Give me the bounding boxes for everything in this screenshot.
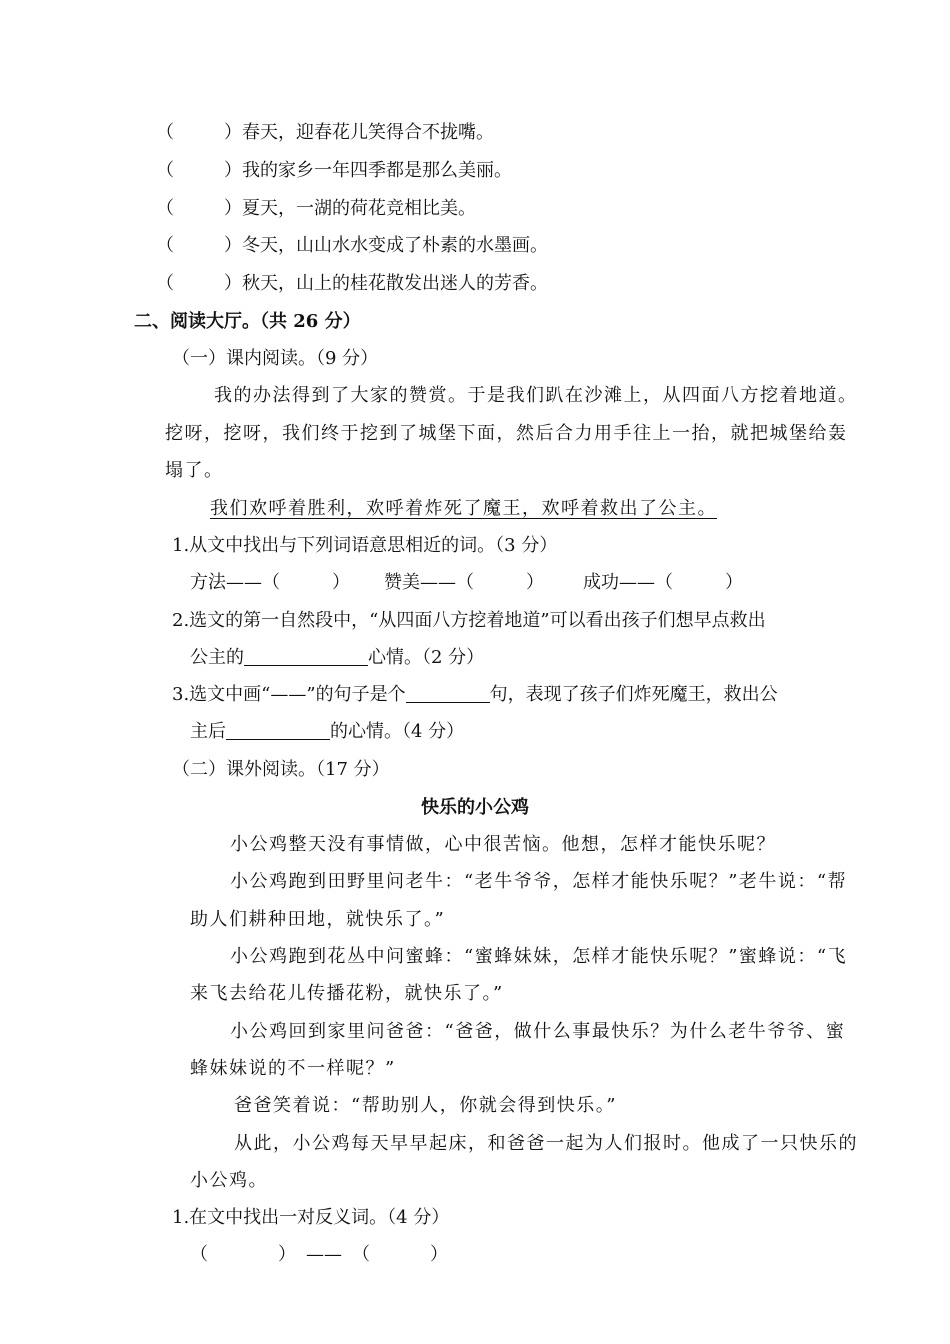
- story-title: 快乐的小公鸡: [421, 797, 529, 818]
- story-line: 小公鸡跑到田野里问老牛：“老牛爷爷，怎样才能快乐呢？”老牛说：“帮: [230, 871, 848, 892]
- question-text: 句，表现了孩子们炸死魔王，救出公: [489, 684, 778, 705]
- dash: ——: [306, 1244, 342, 1265]
- question-2: 2.选文的第一自然段中，“从四面八方挖着地道”可以看出孩子们想早点救出: [172, 610, 766, 631]
- paren-open: （: [190, 1244, 208, 1265]
- paren-close: ）: [224, 273, 242, 294]
- order-item-text: 春天，迎春花儿笑得合不拢嘴。: [242, 122, 494, 143]
- passage-line: 挖呀，挖呀，我们终于挖到了城堡下面，然后合力用手往上一抬，就把城堡给轰: [165, 423, 848, 444]
- order-item-text: 秋天，山上的桂花散发出迷人的芳香。: [242, 273, 548, 294]
- part2-heading: （二）课外阅读。（17 分）: [172, 759, 390, 780]
- synonym-word: 成功——（: [583, 572, 673, 593]
- story-line: 蜂妹妹说的不一样呢？”: [190, 1058, 396, 1079]
- order-item-3: [156, 197, 476, 221]
- paren-close: ）: [224, 122, 242, 143]
- order-item-4: [156, 234, 548, 258]
- part1-heading: （一）课内阅读。（9 分）: [172, 348, 379, 369]
- order-item-text: 冬天，山山水水变成了朴素的水墨画。: [242, 235, 548, 256]
- order-item-1: [156, 121, 494, 145]
- paren-close: ）: [224, 160, 242, 181]
- question-text: 3.选文中画“——”的句子是个: [172, 684, 406, 705]
- paren-close: ）: [224, 235, 242, 256]
- order-item-text: 我的家乡一年四季都是那么美丽。: [242, 160, 512, 181]
- answer-blank[interactable]: [226, 721, 330, 740]
- question-3-line2: [190, 720, 464, 744]
- synonym-pair-3: [583, 571, 743, 595]
- story-line: 助人们耕种田地，就快乐了。”: [190, 909, 446, 930]
- question-text: 心情。（2 分）: [368, 647, 485, 668]
- underlined-sentence: 我们欢呼着胜利，欢呼着炸死了魔王，欢呼着救出了公主。: [210, 498, 717, 519]
- section-heading: 二、阅读大厅。（共 26 分）: [134, 311, 361, 332]
- question-3: [172, 683, 778, 707]
- paren-close: ）: [526, 572, 544, 593]
- synonym-pair-1: [190, 571, 350, 595]
- paren-open: （: [156, 273, 174, 294]
- paren-open: （: [156, 160, 174, 181]
- story-line: 爸爸笑着说：“帮助别人，你就会得到快乐。”: [234, 1095, 617, 1116]
- paren-close: ）: [725, 572, 743, 593]
- question-text: 的心情。（4 分）: [330, 721, 465, 742]
- paren-close: ）: [278, 1244, 296, 1265]
- part2-question-1: 1.在文中找出一对反义词。（4 分）: [172, 1207, 450, 1228]
- story-line: 从此，小公鸡每天早早起床，和爸爸一起为人们报时。他成了一只快乐的: [234, 1133, 858, 1154]
- synonym-word: 方法——（: [190, 572, 280, 593]
- paren-close: ）: [332, 572, 350, 593]
- synonym-word: 赞美——（: [384, 572, 474, 593]
- question-1: 1.从文中找出与下列词语意思相近的词。（3 分）: [172, 535, 558, 556]
- synonym-pair-2: [384, 571, 544, 595]
- paren-close: ）: [224, 198, 242, 219]
- order-item-text: 夏天，一湖的荷花竞相比美。: [242, 198, 476, 219]
- passage-line: 我的办法得到了大家的赞赏。于是我们趴在沙滩上，从四面八方挖着地道。: [214, 385, 858, 406]
- passage-line: 塌了。: [165, 460, 224, 481]
- question-text: 公主的: [190, 647, 244, 668]
- story-line: 小公鸡整天没有事情做，心中很苦恼。他想，怎样才能快乐呢？: [230, 834, 776, 855]
- story-line: 小公鸡回到家里问爸爸：“爸爸，做什么事最快乐？为什么老牛爷爷、蜜: [230, 1021, 846, 1042]
- paren-open: （: [156, 235, 174, 256]
- paren-open: （: [352, 1244, 370, 1265]
- answer-blank[interactable]: [244, 647, 368, 666]
- story-line: 小公鸡。: [190, 1170, 268, 1191]
- paren-close: ）: [430, 1244, 448, 1265]
- paren-open: （: [156, 198, 174, 219]
- paren-open: （: [156, 122, 174, 143]
- order-item-2: [156, 159, 512, 183]
- order-item-5: [156, 272, 548, 296]
- question-2-line2: [190, 646, 484, 670]
- story-line: 小公鸡跑到花丛中问蜜蜂：“蜜蜂妹妹，怎样才能快乐呢？”蜜蜂说：“飞: [230, 946, 848, 967]
- answer-blank[interactable]: [406, 684, 490, 703]
- question-text: 主后: [190, 721, 226, 742]
- story-line: 来飞去给花儿传播花粉，就快乐了。”: [190, 983, 504, 1004]
- antonym-answer-row: [190, 1243, 448, 1267]
